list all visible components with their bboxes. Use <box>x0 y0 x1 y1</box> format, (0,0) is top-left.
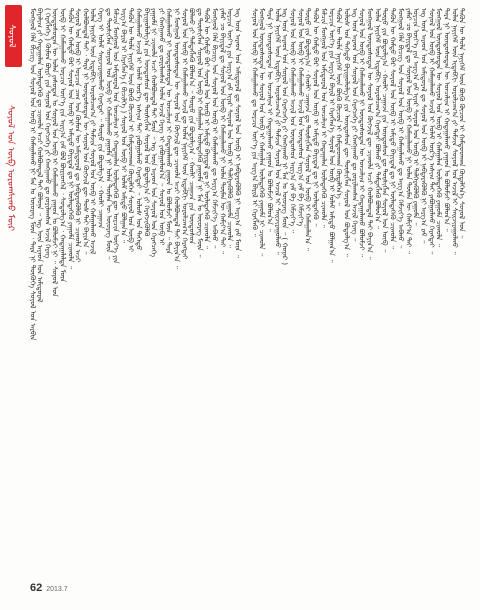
text-column <box>366 8 373 534</box>
text-line: ᠲᠡᠭᠦᠨ ᠦ ᠬᠠᠮᠲᠤ ᠪᠠᠷ ᠰᠣᠶᠣᠯ ᠤᠨ ᠦᠪ ᠢ ᠠᠮᠢᠳᠤ ᠪᠠᠶᠢᠳᠠᠯ ᠳᠤ ᠨᠢ ᠦᠯᠡᠳᠡᠭᠡᠬᠦ ᠃ <box>311 8 320 227</box>
text-line: ᠨᠢ ᠮᠣᠩᠭᠣᠯ ᠦᠨᠳᠦᠰᠦᠲᠡᠨ ᠦ ᠰᠣᠶᠣᠯ ᠤᠨ ᠬᠥᠭᠵᠢᠯ ᠳᠦ ᠴᠢᠬᠤᠯᠠ ᠠᠴᠢ ᠬᠣᠯᠪᠣᠭᠳᠠᠯ ᠲᠠᠢ ᠪᠠᠶᠢᠨ᠎ᠠ ᠃ <box>172 8 181 269</box>
text-line: ᠮᠣᠩᠭᠣᠯ ᠬᠡᠯᠡ ᠪᠢᠴᠢᠭ ᠤᠨ ᠰᠣᠶᠣᠯ ᠤᠨ ᠦᠪ ᠢ ᠬᠠᠮᠠᠭᠠᠯᠠᠬᠤ ᠳᠤ ᠠᠷᠭ᠎ᠠ ᠬᠡᠮᠵᠢᠶ᠎ᠡ ᠠᠪᠬᠤ ᠃ <box>210 8 219 249</box>
text-line: ( ᠬᠡᠷᠡᠭᠯᠡᠭᠡ ) ᠬᠦᠮᠦᠨ ᠪᠦᠷᠢ ᠶᠢᠨ ᠰᠣᠶᠣᠯ ᠤᠨ ᠬᠡᠷᠡᠭᠴᠡᠭᠡ ᠶᠢ ᠬᠠᠩᠭᠠᠬᠤ ᠳᠤ ᠵᠣᠷᠢᠯᠠᠭᠰᠠᠨ ᠠᠵᠢᠯ ᠬᠡᠷᠡᠭ <box>43 8 52 259</box>
text-column <box>265 8 272 534</box>
text-line: ᠤᠯᠤᠰ ᠤᠨ ᠳᠡᠭᠡᠳᠦ ᠪᠠᠶᠢᠭᠤᠯᠤᠯᠭ᠎ᠠ ᠶᠢᠨ ᠦᠨᠳᠦᠰᠦᠨ ᠳᠦ ᠲᠦᠰᠢᠭᠯᠡᠨ ᠰᠣᠶᠣᠯ ᠤᠨ ᠪᠣᠳᠣᠯᠭ᠎ᠠ ᠃ <box>342 8 351 257</box>
text-line: ᠣᠯᠠᠨ ᠨᠡᠶᠢᠭᠡᠮ ᠦᠨ ᠢᠳᠡᠪᠬᠢ ᠣᠷᠤᠯᠴᠠᠭ᠎ᠠ ᠶᠢ ᠳᠡᠮᠵᠢᠨ ᠰᠣᠶᠣᠯ ᠤᠨ ᠦᠪ ᠢ ᠬᠠᠮᠠᠭᠠᠯᠠᠬᠤ ᠠᠵᠢᠯ <box>88 8 97 255</box>
text-column <box>258 8 265 534</box>
text-line: ᠣᠷᠴᠢᠨ ᠦᠶ᠎ᠡ ᠶᠢᠨ ᠠᠷᠭ᠎ᠠ ᠵᠠᠮ ᠢᠶᠠᠷ ᠰᠣᠶᠣᠯ ᠤᠨ ᠦᠪ ᠢ ᠳᠡᠯᠭᠡᠷᠡᠭᠦᠯᠬᠦ ᠶᠠᠭᠤᠮᠠ ᠴᠢᠬᠤᠯᠠ ᠃ <box>225 8 234 249</box>
text-line: ᠮᠣᠩᠭᠣᠯ ᠬᠡᠯᠡ ᠪᠢᠴᠢᠭ ᠤᠨ ᠰᠣᠶᠣᠯ ᠤᠨ ᠦᠪ ᠢ ᠬᠠᠮᠠᠭᠠᠯᠠᠬᠤ ᠳᠤ ᠠᠷᠭ᠎ᠠ ᠬᠡᠮᠵᠢᠶ᠎ᠡ ᠠᠪᠬᠤ ᠃ <box>396 8 405 249</box>
text-column <box>112 8 119 534</box>
text-line: ᠪᠠᠶᠠᠯᠢᠭ ᠶᠢ ᠬᠠᠳᠠᠭᠠᠯᠠᠨ ᠦᠯᠡᠳᠡᠭᠡᠬᠦ ᠳᠤ ᠴᠢᠬᠤᠯᠠ ᠠᠴᠢ ᠬᠣᠯᠪᠣᠭᠳᠠᠯ ᠲᠠᠢ ᠪᠣᠯᠤᠨᠠ ᠃ ᠡᠩ ᠦᠨ ᠠᠷᠠᠳ ᠤᠨ ᠠᠮᠢᠳᠤᠷᠠᠯ <box>35 8 44 303</box>
text-column <box>342 8 349 534</box>
text-line: ᠣᠯᠠᠨ ᠨᠡᠶᠢᠭᠡᠮ ᠦᠨ ᠢᠳᠡᠪᠬᠢ ᠣᠷᠤᠯᠴᠠᠭ᠎ᠠ ᠬᠡᠷᠡᠭᠲᠡᠢ ᠪᠣᠯᠬᠤ ᠶᠢ ᠲᠡᠮᠳᠡᠭᠯᠡᠬᠦ ᠪᠣᠯᠤᠨ᠎ᠠ ᠃ <box>373 8 382 230</box>
text-line: ᠡᠩ ᠦᠨ ᠠᠷᠠᠳ ᠤᠨ ᠰᠣᠶᠣᠯ ᠤᠨ ᠬᠡᠷᠡᠭᠴᠡᠭᠡ ᠶᠢ ᠬᠠᠩᠭᠠᠬᠤ ᠳᠤ ᠵᠣᠷᠢᠯᠠᠭᠰᠠᠨ ᠠᠵᠢᠯ ᠬᠡᠷᠡᠭ ᠃ <box>350 8 359 242</box>
text-column <box>427 8 434 534</box>
text-column <box>203 8 210 534</box>
text-column <box>226 8 233 534</box>
page-number: 62 <box>30 582 43 594</box>
text-line: ᠳᠤ ᠲᠦᠰᠢᠭᠯᠡᠨ ᠰᠣᠶᠣᠯ ᠤᠨ ᠦᠪ ᠢ ᠬᠠᠮᠠᠭᠠᠯᠠᠨ ᠦᠯᠡᠳᠡᠭᠡᠬᠦ ᠶᠠᠭᠤᠮᠠ ᠨᠢ ᠮᠠᠨ ᠤ ᠦᠦᠷᠡᠭ ᠮᠥᠨ ᠃ <box>195 8 204 258</box>
text-column <box>165 8 172 534</box>
text-line: ᠪᠣᠯᠬᠤ ᠶᠢ ᠲᠡᠮᠳᠡᠭᠯᠡᠬᠦ ᠪᠣᠯᠤᠨ᠎ᠠ ᠃ ᠲᠥᠷᠥ ᠶᠢᠨ ᠪᠣᠳᠣᠯᠭ᠎ᠠ ᠂ ᠬᠠᠤᠯᠢ ᠴᠠᠭᠠᠵᠠ ᠶᠢᠨ ᠦᠨᠳᠦᠰᠦᠨ <box>187 8 196 245</box>
text-line: ᠲᠡᠭᠦᠨ ᠦ ᠬᠠᠮᠲᠤ ᠪᠠᠷ ᠰᠣᠶᠣᠯ ᠤᠨ ᠦᠪ ᠢ ᠠᠮᠢᠳᠤ ᠪᠠᠶᠢᠳᠠᠯ ᠳᠤ ᠨᠢ ᠦᠯᠡᠳᠡᠭᠡᠬᠦ ᠶᠠᠭᠤᠮᠠ ᠴᠢᠬᠤᠯᠠ ᠃ <box>66 8 74 270</box>
text-column <box>327 8 334 534</box>
text-column <box>150 8 157 534</box>
text-line: ᠠᠷᠭ᠎ᠠ ᠪᠠᠷᠢᠯ ᠢ ᠬᠡᠷᠡᠭᠯᠡᠨ᠎ᠡ ( ᠪᠢᠴᠢᠯᠭᠡ ) ᠰᠣᠶᠣᠯ ᠤᠨ ᠦᠪ ᠢ ᠤᠯᠠᠮ ᠠᠮᠢᠳᠤ ᠪᠣᠯᠭᠠᠨ᠎ᠠ ᠃ <box>119 8 128 244</box>
text-line: ᠣᠯᠠᠨ ᠨᠡᠶᠢᠭᠡᠮ ᠦᠨ ᠢᠳᠡᠪᠬᠢ ᠣᠷᠤᠯᠴᠠᠭ᠎ᠠ ᠶᠢ ᠳᠡᠮᠵᠢᠨ ᠰᠣᠶᠣᠯ ᠤᠨ ᠠᠵᠢᠯ ᠢ ᠰᠠᠢᠵᠢᠷᠠᠭᠤᠯᠬᠤ ᠃ <box>450 8 459 255</box>
text-line: ᠶᠠᠮᠠᠷ ᠴᠤ ᠪᠠᠶᠢᠳᠠᠯ ᠳᠤ ᠰᠣᠶᠣᠯ ᠤᠨ ᠦᠪ ᠢ ᠬᠠᠮᠠᠭᠠᠯᠠᠬᠤ ᠨᠢ ᠣᠯᠠᠨ ᠲᠦᠮᠡᠨ ᠦ ᠬᠠᠮᠢᠶ᠎ᠠ ᠲᠠᠢ ᠃ <box>218 8 226 255</box>
text-line: ᠣᠯᠠᠨ ᠨᠡᠶᠢᠭᠡᠮ ᠦᠨ ᠢᠳᠡᠪᠬᠢ ᠣᠷᠤᠯᠴᠠᠭ᠎ᠠ ᠶᠢ ᠳᠡᠮᠵᠢᠨ ᠰᠣᠶᠣᠯ ᠤᠨ ᠠᠵᠢᠯ ᠢ ᠰᠠᠢᠵᠢᠷᠠᠭᠤᠯᠬᠤ ᠃ <box>273 8 282 255</box>
column-gutter <box>244 8 245 534</box>
text-column <box>28 8 35 534</box>
text-column <box>381 8 388 534</box>
text-column <box>157 8 164 534</box>
text-line: ᠳᠤ ᠲᠦᠰᠢᠭᠯᠡᠨ ᠰᠣᠶᠣᠯ ᠤᠨ ᠦᠪ ᠢ ᠬᠠᠮᠠᠭᠠᠯᠠᠬᠤ ᠶᠠᠭᠤᠮᠠ ᠨᠢ ᠣᠯᠠᠨ ᠲᠦᠮᠡᠨ ᠦ ᠦᠦᠷᠡᠭ ᠮᠥᠨ ᠃ <box>104 8 112 260</box>
section-badge <box>5 5 22 67</box>
text-column <box>210 8 217 534</box>
section-badge-label: ᠰᠣᠶᠣᠯ <box>5 24 16 48</box>
text-line: ᠲᠡᠭᠦᠨ ᠦ ᠲᠤᠯᠠ ᠨᠡᠶᠢᠭᠡᠮ ᠦᠨ ᠪᠦᠬᠦ ᠬᠦᠴᠦᠨ ᠢ ᠬᠠᠮᠲᠤᠳᠬᠠᠨ ᠬᠥᠳᠡᠯᠭᠡᠨ᠎ᠡ ᠰᠣᠶᠣᠯ ᠤᠨ ᠃ <box>457 8 466 239</box>
text-column <box>281 8 288 534</box>
text-column <box>458 8 465 534</box>
page-folio <box>30 582 68 594</box>
text-column <box>389 8 396 534</box>
text-line: ᠲᠥᠷᠥ ᠶᠢᠨ ᠪᠣᠳᠣᠯᠭ᠎ᠠ ᠂ ᠬᠠᠤᠯᠢ ᠴᠠᠭᠠᠵᠠ ᠳᠤ ᠲᠦᠰᠢᠭᠯᠡᠨ ᠰᠣᠶᠣᠯ ᠤᠨ ᠦᠪ ᠢ ᠬᠠᠮᠠᠭᠠᠯᠠᠨ᠎ᠠ ᠃ <box>303 8 312 251</box>
text-line: ᠮᠠᠯᠴᠢᠨ ᠮᠣᠩᠭᠣᠯ ᠤᠨ ᠠᠮᠢᠳᠤᠷᠠᠯ ᠤᠨ ᠣᠨᠴᠠᠯᠢᠭ ᠢ ᠬᠠᠳᠠᠭᠠᠯᠠᠨ ᠦᠯᠡᠳᠡᠭᠡᠬᠦ ᠳᠦ ᠣᠷᠴᠢᠨ ᠦᠶ᠎ᠡ ᠶᠢᠨ <box>111 8 120 264</box>
text-line: ᠬᠠᠮᠠᠭᠠᠯᠠᠬᠤ ᠠᠵᠢᠯ ᠢ ᠤᠯᠠᠮ ᠦᠷ᠎ᠡ ᠠᠰᠢᠭ ᠲᠠᠢ ᠶᠠᠪᠤᠭᠤᠯᠬᠤ ᠬᠡᠷᠡᠭᠲᠡᠢ ᠃ ᠤᠯᠤᠰ ᠤᠨ ᠳᠡᠭᠡᠳᠦ <box>134 8 143 251</box>
text-column <box>195 8 202 534</box>
text-column <box>296 8 303 534</box>
text-column <box>43 8 50 534</box>
text-line: ᠰᠣᠶᠣᠯ ᠤᠨ ᠦᠪ ᠢ ᠬᠠᠮᠠᠭᠠᠯᠠᠬᠤ ᠨᠢ ᠦᠨᠳᠦᠰᠦᠲᠡᠨ ᠦ ᠣᠨᠴᠠᠯᠢᠭ ᠢ ᠬᠠᠳᠠᠭᠠᠯᠠᠬᠤ ᠪᠣᠯᠣᠮᠵᠢ ᠃ <box>357 8 366 258</box>
text-line: ᠬᠠᠮᠠᠭᠠᠯᠠᠬᠤ ᠨᠢ ᠦᠨᠳᠦᠰᠦᠲᠡᠨ ᠦ ᠣᠨᠴᠠᠯᠢᠭ ᠢ ᠬᠠᠳᠠᠭᠠᠯᠠᠬᠤ ᠶᠠᠭᠤᠨ ᠤ ᠪᠣᠯᠣᠮᠵᠢ ᠮᠥᠨ ᠃ ᠲᠡᠷᠡ <box>164 8 173 255</box>
text-column <box>142 8 149 534</box>
text-line: ᠪᠠᠶᠢᠭᠤᠯᠤᠯᠭ᠎ᠠ ᠶᠢᠨ ᠦᠨᠳᠦᠰᠦᠨ ᠳᠦ ᠲᠦᠰᠢᠭᠯᠡᠨ ᠰᠣᠶᠣᠯ ᠤᠨ ᠪᠣᠳᠣᠯᠭ᠎ᠠ ᠶᠢ ᠬᠡᠷᠡᠭᠵᠢᠭᠦᠯᠬᠦ <box>142 8 150 237</box>
text-line: ᠣᠷᠴᠢᠨ ᠦᠶ᠎ᠡ ᠶᠢᠨ ᠠᠷᠭ᠎ᠠ ᠵᠠᠮ ᠢᠶᠠᠷ ᠰᠣᠶᠣᠯ ᠤᠨ ᠦᠪ ᠢ ᠳᠡᠯᠭᠡᠷᠡᠭᠦᠯᠬᠦ ᠶᠠᠭᠤᠮᠠ ᠃ <box>411 8 420 226</box>
text-line: ᠰᠣᠶᠣᠯ ᠤᠨ ᠦᠪ ᠢ ᠬᠠᠮᠠᠭᠠᠯᠠᠬᠤ ᠠᠵᠢᠯ ᠳᠤ ᠣᠯᠠᠨ ᠨᠡᠶᠢᠭᠡᠮ ᠦᠨ ᠢᠳᠡᠪᠬᠢ ᠣᠷᠤᠯᠴᠠᠭ᠎ᠠ ᠬᠡᠷᠡᠭᠲᠡᠢ <box>180 8 188 260</box>
text-line: ᠰᠣᠶᠣᠯ ᠤᠨ ᠦᠪ ᠢ ᠣᠷᠴᠢᠨ ᠴᠠᠭ ᠤᠨ ᠬᠦᠮᠦᠨ ᠦ ᠠᠮᠢᠳᠤᠷᠠᠯ ᠳᠤ ᠨᠡᠪᠲᠡᠷᠡᠭᠦᠯᠬᠦ ᠨᠢ ᠴᠢᠬᠤᠯᠠ ᠠᠴᠢ <box>73 8 82 263</box>
text-line: ᠮᠠᠯᠴᠢᠨ ᠮᠣᠩᠭᠣᠯ ᠤᠨ ᠠᠮᠢᠳᠤᠷᠠᠯ ᠤᠨ ᠣᠨᠴᠠᠯᠢᠭ ᠢ ᠬᠠᠳᠠᠭᠠᠯᠠᠨ ᠦᠯᠡᠳᠡᠭᠡᠬᠦ ᠴᠢᠬᠤᠯᠠ ᠃ <box>319 8 328 228</box>
text-column <box>396 8 403 534</box>
text-column <box>66 8 73 534</box>
text-column <box>289 8 296 534</box>
text-line: ᠮᠣᠩᠭᠣᠯ ᠦᠨᠳᠦᠰᠦᠲᠡᠨ ᠦ ᠰᠣᠶᠣᠯ ᠤᠨ ᠦᠪ ᠢ ᠬᠠᠮᠠᠭᠠᠯᠠᠨ ᠦᠯᠡᠳᠡᠭᠡᠬᠦ ᠶᠠᠭᠤᠮᠠ ᠨᠢ ᠴᠢᠬᠤᠯᠠ ᠃ <box>257 8 266 257</box>
text-line: ᠲᠡᠭᠦᠨ ᠦ ᠬᠠᠮᠲᠤ ᠪᠠᠷ ᠰᠣᠶᠣᠯ ᠤᠨ ᠦᠪ ᠢ ᠠᠮᠢᠳᠤ ᠪᠠᠶᠢᠳᠠᠯ ᠳᠤ ᠨᠢ ᠦᠯᠡᠳᠡᠭᠡᠬᠦ ᠴᠢᠬᠤᠯᠠ ᠃ <box>202 8 211 250</box>
text-column <box>89 8 96 534</box>
text-column <box>419 8 426 534</box>
text-column <box>180 8 187 534</box>
text-line: ᠶᠠᠮᠠᠷ ᠴᠤ ᠪᠠᠶᠢᠳᠠᠯ ᠳᠤ ᠰᠣᠶᠣᠯ ᠤᠨ ᠦᠪ ᠢ ᠬᠠᠮᠠᠭᠠᠯᠠᠬᠤ ᠨᠢ ᠣᠯᠠᠨ ᠲᠦᠮᠡᠨ ᠦ ᠬᠠᠮᠢᠶ᠎ᠠ ᠲᠠᠢ ᠃ <box>404 8 412 255</box>
text-line: ᠮᠣᠩᠭᠣᠯ ᠦᠨᠳᠦᠰᠦᠲᠡᠨ ᠦ ᠰᠣᠶᠣᠯ ᠤᠨ ᠦᠪ ᠢ ᠬᠠᠮᠠᠭᠠᠯᠠᠨ ᠦᠯᠡᠳᠡᠭᠡᠬᠦ ᠶᠠᠭᠤᠮᠠ ᠴᠢᠬᠤᠯᠠ ᠃ <box>434 8 443 248</box>
text-block-left <box>28 8 242 534</box>
text-column <box>373 8 380 534</box>
text-line: ᠬᠡᠷᠡᠭ ᠢ ᠤᠯᠠᠮ ᠰᠠᠢᠵᠢᠷᠠᠭᠤᠯᠬᠤ ᠬᠡᠷᠡᠭᠲᠡᠢ ᠃ ᠲᠥᠷᠥ ᠶᠢᠨ ᠪᠣᠳᠣᠯᠭ᠎ᠠ ᠂ ᠬᠠᠤᠯᠢ ᠴᠠᠭᠠᠵᠠ <box>96 8 105 229</box>
issue-date: 2013.7 <box>46 586 68 593</box>
text-column <box>74 8 81 534</box>
text-column <box>36 8 43 534</box>
text-line: ᠦᠪ ᠢ ᠬᠠᠮᠠᠭᠠᠯᠠᠬᠤ ᠣᠷᠴᠢᠨ ᠦᠶ᠎ᠡ ᠶᠢᠨ ᠠᠷᠭ᠎ᠠ ᠵᠠᠮ ᠪᠣᠯ ᠪᠦᠷᠢᠳᠬᠡᠯ ᠂ ᠰᠤᠳᠤᠯᠭ᠎ᠠ ᠂ ᠬᠠᠳᠠᠭᠠᠯᠠᠯᠲᠠ ᠮᠥᠨ <box>58 8 67 283</box>
text-column <box>350 8 357 534</box>
text-line: ᠦᠨᠳᠦᠰᠦᠲᠡᠨ ᠦ ᠣᠯᠠᠨ ᠶᠠᠰᠤᠲᠠᠨ ᠤ ᠰᠣᠶᠣᠯ ᠤᠨ ᠦᠪ ᠢ ᠬᠠᠮᠠᠭᠠᠯᠠᠬᠤ ᠶᠠᠭᠤᠨ ᠤ ᠪᠣᠯᠣᠮᠵᠢ ᠨᠢ ᠃ ᠰᠣᠶᠣᠯ ᠤᠨ <box>50 8 59 297</box>
text-column <box>435 8 442 534</box>
text-line: ᠮᠣᠩᠭᠣᠯ ᠬᠡᠯᠡ ᠪᠢᠴᠢᠭ ᠤᠨ ᠰᠣᠶᠣᠯ ᠤᠨ ᠦᠪ ᠢ ᠬᠠᠮᠠᠭᠠᠯᠠᠬᠤ ᠨᠢ ᠮᠠᠨ ᠤ ᠦᠦᠷᠡᠭ ᠮᠥᠨ ᠂ ᠲᠡᠷᠡ ᠨᠢ ᠲᠦᠭᠦᠬᠡ ᠰᠣᠶᠣᠯ ᠤᠨ ᠠᠷᠪᠢᠨ <box>28 8 36 341</box>
text-line: ᠣᠷᠴᠢᠨ ᠦᠶ᠎ᠡ ᠶᠢᠨ ᠠᠷᠭ᠎ᠠ ᠪᠠᠷᠢᠯ ᠢ ᠬᠡᠷᠡᠭᠯᠡᠨ᠎ᠡ ᠰᠣᠶᠣᠯ ᠤᠨ ᠦᠪ ᠢ ᠤᠯᠠᠮ ᠠᠮᠢᠳᠤ ᠪᠣᠯᠭᠠᠨ᠎ᠠ ᠃ <box>327 8 335 263</box>
text-line: ᠰᠣᠶᠣᠯ ᠤᠨ ᠦᠪ ᠢ ᠬᠠᠮᠠᠭᠠᠯᠠᠬᠤ ᠠᠵᠢᠯ ᠤᠨ ᠦᠨᠳᠦᠰᠦᠨ ᠠᠷᠭ᠎ᠠ ᠵᠠᠮ ᠪᠠ ᠬᠡᠮᠵᠢᠶ᠎ᠡ ᠃ <box>288 8 297 234</box>
text-line: ᠲᠡᠭᠦᠨ ᠦ ᠬᠠᠮᠲᠤ ᠪᠠᠷ ᠰᠣᠶᠣᠯ ᠤᠨ ᠦᠪ ᠢ ᠠᠮᠢᠳᠤ ᠪᠠᠶᠢᠳᠠᠯ ᠳᠤ ᠨᠢ ᠦᠯᠡᠳᠡᠭᠡᠬᠦ ᠴᠢᠬᠤᠯᠠ ᠃ <box>388 8 397 250</box>
text-column <box>312 8 319 534</box>
text-line: ᠮᠣᠩᠭᠣᠯ ᠦᠨᠳᠦᠰᠦᠲᠡᠨ ᠦ ᠰᠣᠶᠣᠯ ᠤᠨ ᠬᠥᠭᠵᠢᠯ ᠳᠦ ᠴᠢᠬᠤᠯᠠ ᠠᠴᠢ ᠬᠣᠯᠪᠣᠭᠳᠠᠯ ᠲᠠᠢ ᠪᠠᠶᠢᠨ᠎ᠠ ᠃ <box>365 8 374 260</box>
text-column <box>443 8 450 534</box>
text-block-right <box>250 8 474 534</box>
text-column <box>96 8 103 534</box>
text-column <box>233 8 240 534</box>
text-column <box>273 8 280 534</box>
text-column <box>412 8 419 534</box>
text-line: ᠲᠡᠭᠦᠨ ᠦ ᠲᠤᠯᠠ ᠨᠡᠶᠢᠭᠡᠮ ᠦᠨ ᠪᠦᠬᠦ ᠬᠦᠴᠦᠨ ᠢ ᠬᠠᠮᠲᠤᠳᠬᠠᠨ ᠬᠥᠳᠡᠯᠭᠡᠨ ᠰᠣᠶᠣᠯ ᠤᠨ ᠦᠪ ᠢ <box>126 8 135 253</box>
running-head <box>6 75 20 260</box>
text-column <box>119 8 126 534</box>
text-column <box>51 8 58 534</box>
text-column <box>81 8 88 534</box>
text-line: ᠡᠩ ᠦᠨ ᠠᠷᠠᠳ ᠤᠨ ᠠᠮᠢᠳᠤᠷᠠᠯ ᠳᠤ ᠰᠣᠶᠣᠯ ᠤᠨ ᠦᠪ ᠢ ᠨᠡᠪᠲᠡᠷᠡᠭᠦᠯᠬᠦ ᠨᠢ ᠠᠷᠭ᠎ᠠ ᠵᠠᠮ ᠮᠥᠨ ᠃ <box>233 8 242 259</box>
text-column <box>404 8 411 534</box>
text-line: ᠶᠠᠭᠤᠮᠠ ᠨᠢ ᠴᠢᠬᠤᠯᠠ ᠠᠴᠢ ᠬᠣᠯᠪᠣᠭᠳᠠᠯ ᠲᠠᠢ ᠮᠥᠨ ᠃ ᠡᠩ ᠦᠨ ᠠᠷᠠᠳ ᠤᠨ ᠰᠣᠶᠣᠯ ᠤᠨ ᠬᠡᠷᠡᠭᠴᠡᠭᠡ <box>149 8 158 258</box>
text-column <box>127 8 134 534</box>
text-line: ᠡᠩ ᠦᠨ ᠠᠷᠠᠳ ᠤᠨ ᠰᠣᠶᠣᠯ ᠤᠨ ᠬᠡᠷᠡᠭᠴᠡᠭᠡ ᠶᠢ ᠬᠠᠩᠭᠠᠬᠤ ᠨᠢ ᠮᠠᠨ ᠤ ᠦᠦᠷᠡᠭ ᠮᠥᠨ ᠃ ( ᠬᠣᠶᠠᠷ ) <box>280 8 289 266</box>
text-line: ᠰᠣᠶᠣᠯ ᠤᠨ ᠦᠪ ᠢ ᠬᠠᠮᠠᠭᠠᠯᠠᠬᠤ ᠳᠤ ᠣᠷᠴᠢᠨ ᠦᠶ᠎ᠡ ᠶᠢᠨ ᠠᠷᠭ᠎ᠠ ᠪᠠᠷᠢᠯ ᠢ ᠬᠡᠷᠡᠭᠯᠡᠬᠦ ᠃ <box>250 8 258 237</box>
text-column <box>304 8 311 534</box>
text-line: ᠲᠡᠷᠡ ᠨᠢ ᠦᠨᠳᠦᠰᠦᠲᠡᠨ ᠦ ᠣᠨᠴᠠᠯᠢᠭ ᠢ ᠬᠠᠳᠠᠭᠠᠯᠠᠬᠤ ᠶᠠᠭᠤᠨ ᠤ ᠪᠣᠯᠣᠮᠵᠢ ᠪᠣᠯᠤᠨ᠎ᠠ ᠃ <box>265 8 274 232</box>
text-line: ᠲᠡᠷᠡ ᠨᠢ ᠦᠨᠳᠦᠰᠦᠲᠡᠨ ᠦ ᠣᠨᠴᠠᠯᠢᠭ ᠢ ᠬᠠᠳᠠᠭᠠᠯᠠᠬᠤ ᠶᠠᠭᠤᠨ ᠤ ᠪᠣᠯᠣᠮᠵᠢ ᠪᠣᠯᠤᠨ᠎ᠠ ᠃ <box>442 8 451 232</box>
text-column <box>450 8 457 534</box>
text-line: ᠲᠥᠷᠥ ᠶᠢᠨ ᠪᠣᠳᠣᠯᠭ᠎ᠠ ᠂ ᠬᠠᠤᠯᠢ ᠴᠠᠭᠠᠵᠠ ᠶᠢᠨ ᠦᠨᠳᠦᠰᠦᠨ ᠳᠤ ᠲᠦᠰᠢᠭᠯᠡᠨ ᠰᠣᠶᠣᠯ ᠤᠨ ᠦᠪ ᠃ <box>380 8 389 253</box>
text-column <box>104 8 111 534</box>
text-column <box>172 8 179 534</box>
text-line: ᠶᠢ ᠬᠠᠩᠭᠠᠬᠤ ᠳᠤ ᠵᠣᠷᠢᠯᠠᠭᠰᠠᠨ ᠣᠯᠠᠨ ᠠᠵᠢᠯ ᠬᠡᠷᠡᠭ ᠢ ᠶᠠᠪᠤᠭᠤᠯᠤᠨ᠎ᠠ ᠃ ᠰᠣᠶᠣᠯ ᠤᠨ ᠦᠪ ᠢ <box>157 8 166 246</box>
text-column <box>218 8 225 534</box>
text-column <box>335 8 342 534</box>
text-line: ᠬᠣᠯᠪᠣᠭᠳᠠᠯ ᠲᠠᠢ ᠂ ᠲᠡᠷᠡ ᠨᠢ ᠦᠨᠳᠦᠰᠦᠲᠡᠨ ᠦ ᠰᠣᠶᠣᠯ ᠤᠨ ᠬᠥᠭᠵᠢᠯ ᠳᠦ ᠲᠤᠰ ᠲᠠᠢ ᠪᠠᠶᠢᠨ᠎ᠠ ᠃ <box>81 8 90 255</box>
text-line: ᠲᠡᠭᠦᠨ ᠦ ᠲᠤᠯᠠ ᠨᠡᠶᠢᠭᠡᠮ ᠦᠨ ᠪᠦᠬᠦ ᠬᠦᠴᠦᠨ ᠢ ᠬᠠᠮᠲᠤᠳᠬᠠᠨ ᠬᠥᠳᠡᠯᠭᠡᠨ᠎ᠡ ᠃ <box>334 8 343 206</box>
text-column <box>58 8 65 534</box>
text-line: ᠰᠣᠶᠣᠯ ᠤᠨ ᠦᠪ ᠢ ᠬᠠᠮᠠᠭᠠᠯᠠᠬᠤ ᠠᠵᠢᠯ ᠢ ᠤᠯᠠᠮ ᠦᠷ᠎ᠡ ᠠᠰᠢᠭ ᠲᠠᠢ ᠶᠠᠪᠤᠭᠤᠯᠬᠤ ᠬᠡᠷᠡᠭᠲᠡᠢ ᠃ <box>427 8 436 255</box>
text-line: ᠰᠣᠶᠣᠯ ᠤᠨ ᠦᠪ ᠢ ᠬᠠᠮᠠᠭᠠᠯᠠᠬᠤ ᠠᠵᠢᠯ ᠤᠨ ᠦᠨᠳᠦᠰᠦᠨ ᠠᠷᠭ᠎ᠠ ᠵᠠᠮ ᠪᠠ ᠬᠡᠮᠵᠢᠶ᠎ᠡ <box>296 8 305 227</box>
text-column <box>134 8 141 534</box>
text-column <box>319 8 326 534</box>
text-column <box>188 8 195 534</box>
running-head-label: ᠰᠣᠶᠣᠯ ᠤᠨ ᠦᠪ ᠣᠷᠤᠭᠰᠢᠬᠤ ᠮᠥᠷ <box>5 104 15 231</box>
text-line: ᠡᠩ ᠦᠨ ᠠᠷᠠᠳ ᠤᠨ ᠠᠮᠢᠳᠤᠷᠠᠯ ᠳᠤ ᠰᠣᠶᠣᠯ ᠤᠨ ᠦᠪ ᠢ ᠨᠡᠪᠲᠡᠷᠡᠭᠦᠯᠬᠦ ᠨᠢ ᠠᠷᠭ᠎ᠠ ᠵᠠᠮ ᠃ <box>419 8 428 244</box>
text-column <box>358 8 365 534</box>
text-column <box>250 8 257 534</box>
